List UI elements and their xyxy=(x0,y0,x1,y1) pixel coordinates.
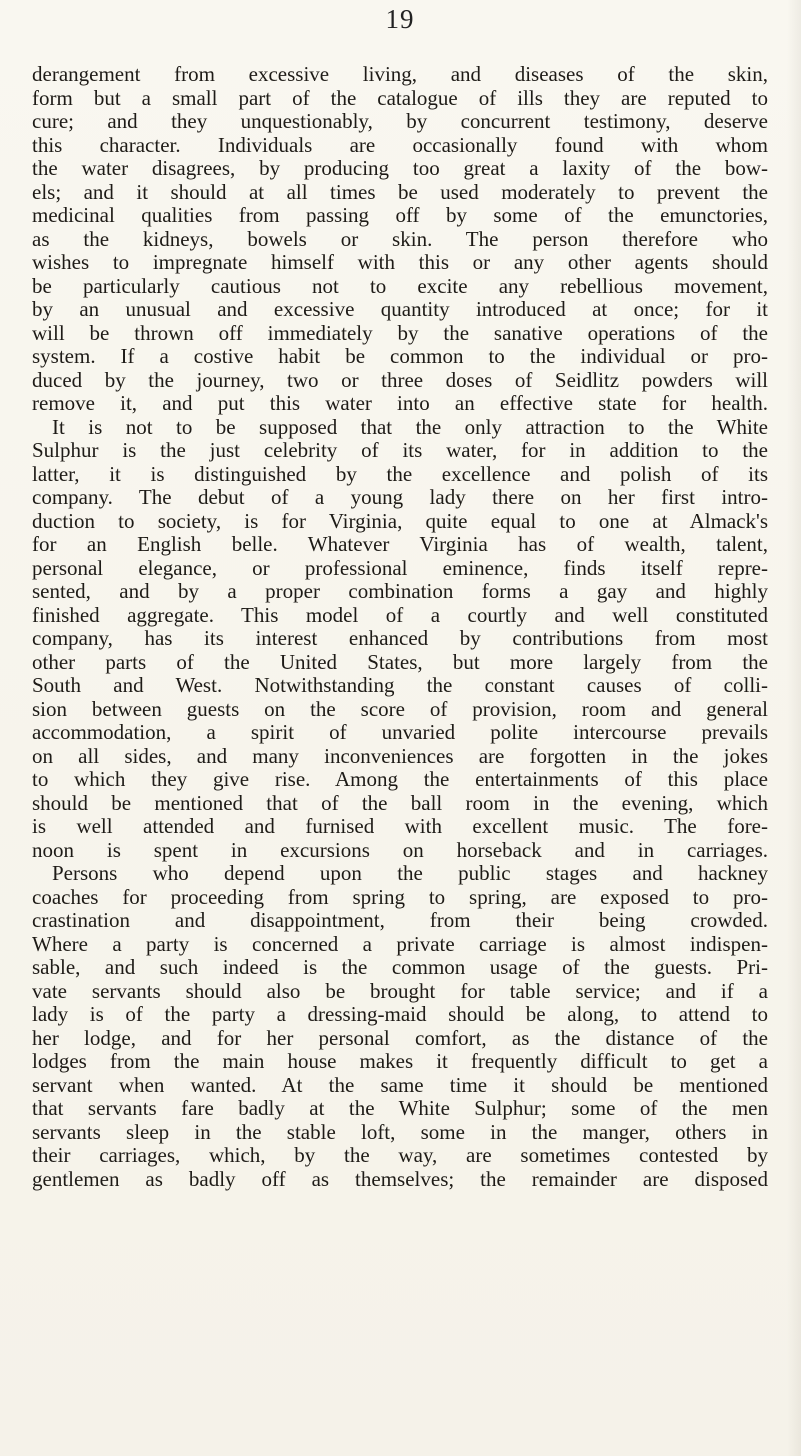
text-line: to which they give rise. Among the entertainments of this place xyxy=(32,767,768,791)
text-line: the water disagrees, by producing too great a laxity of the bow- xyxy=(32,156,768,180)
text-line: sion between guests on the score of provision, room and general xyxy=(32,696,768,721)
text-line: for an English belle. Whatever Virginia has of wealth, talent, xyxy=(32,532,768,556)
page-edge-shadow xyxy=(787,0,801,1456)
text-line: Sulphur is the just celebrity of its water, for in addition to the xyxy=(32,438,768,462)
text-line: Persons who depend upon the public stages and hackney xyxy=(52,861,768,885)
text-line: company. The debut of a young lady there on her first intro- xyxy=(32,485,768,509)
text-line: duction to society, is for Virginia, quite equal to one at Almack's xyxy=(32,508,768,533)
text-line: medicinal qualities from passing off by some of the emunctories, xyxy=(32,203,768,227)
text-line: South and West. Notwithstanding the constant causes of colli- xyxy=(32,673,768,697)
text-line: her lodge, and for her personal comfort, as the distance of the xyxy=(32,1025,768,1050)
text-line: coaches for proceeding from spring to spring, are exposed to pro- xyxy=(32,884,768,909)
text-line: finished aggregate. This model of a courtly and well constituted xyxy=(32,602,768,627)
text-line: be particularly cautious not to excite any rebellious movement, xyxy=(32,273,768,298)
text-line: Where a party is concerned a private carriage is almost indispen- xyxy=(32,931,768,956)
text-line: form but a small part of the catalogue of ills they are reputed to xyxy=(32,85,768,110)
text-line: accommodation, a spirit of unvaried polite intercourse prevails xyxy=(32,720,768,744)
text-line: company, has its interest enhanced by contributions from most xyxy=(32,626,768,650)
text-line: sented, and by a proper combination forms a gay and highly xyxy=(32,579,768,603)
text-line: duced by the journey, two or three doses of Seidlitz powders will xyxy=(32,367,768,392)
text-line: cure; and they unquestionably, by concurrent testimony, deserve xyxy=(32,109,768,133)
text-line: wishes to impregnate himself with this or any other agents should xyxy=(32,250,768,274)
text-line: remove it, and put this water into an effective state for health. xyxy=(32,391,768,415)
text-line: lodges from the main house makes it frequently difficult to get a xyxy=(32,1049,768,1073)
text-line: will be thrown off immediately by the sanative operations of the xyxy=(32,320,768,345)
text-line: is well attended and furnised with excellent music. The fore- xyxy=(32,814,768,838)
body-text xyxy=(32,63,768,1191)
text-line: vate servants should also be brought for table service; and if a xyxy=(32,978,768,1003)
text-line: servant when wanted. At the same time it should be mentioned xyxy=(32,1072,768,1097)
text-line: crastination and disappointment, from their being crowded. xyxy=(32,908,768,932)
text-line: that servants fare badly at the White Sulphur; some of the men xyxy=(32,1096,768,1120)
text-line: on all sides, and many inconveniences are forgotten in the jokes xyxy=(32,743,768,768)
page-number: 19 xyxy=(385,4,415,34)
text-line: sable, and such indeed is the common usage of the guests. Pri- xyxy=(32,955,768,979)
text-line: personal elegance, or professional eminence, finds itself repre- xyxy=(32,555,768,580)
text-line: their carriages, which, by the way, are sometimes contested by xyxy=(32,1143,768,1167)
text-line: system. If a costive habit be common to the individual or pro- xyxy=(32,344,768,368)
text-line: by an unusual and excessive quantity introduced at once; for it xyxy=(32,297,768,321)
text-line: It is not to be supposed that the only attraction to the White xyxy=(52,414,768,439)
text-line: els; and it should at all times be used moderately to prevent the xyxy=(32,179,768,204)
text-line: latter, it is distinguished by the excellence and polish of its xyxy=(32,461,768,486)
text-line: as the kidneys, bowels or skin. The person therefore who xyxy=(32,226,768,251)
text-line: other parts of the United States, but more largely from the xyxy=(32,649,768,674)
text-line: lady is of the party a dressing-maid should be along, to attend to xyxy=(32,1002,768,1026)
text-line: noon is spent in excursions on horseback and in carriages. xyxy=(32,837,768,862)
text-line: servants sleep in the stable loft, some in the manger, others in xyxy=(32,1119,768,1144)
text-line: gentlemen as badly off as themselves; the remainder are disposed xyxy=(32,1166,768,1191)
text-line: this character. Individuals are occasionally found with whom xyxy=(32,132,768,157)
text-line: should be mentioned that of the ball room in the evening, which xyxy=(32,790,768,815)
text-line: derangement from excessive living, and diseases of the skin, xyxy=(32,62,768,86)
